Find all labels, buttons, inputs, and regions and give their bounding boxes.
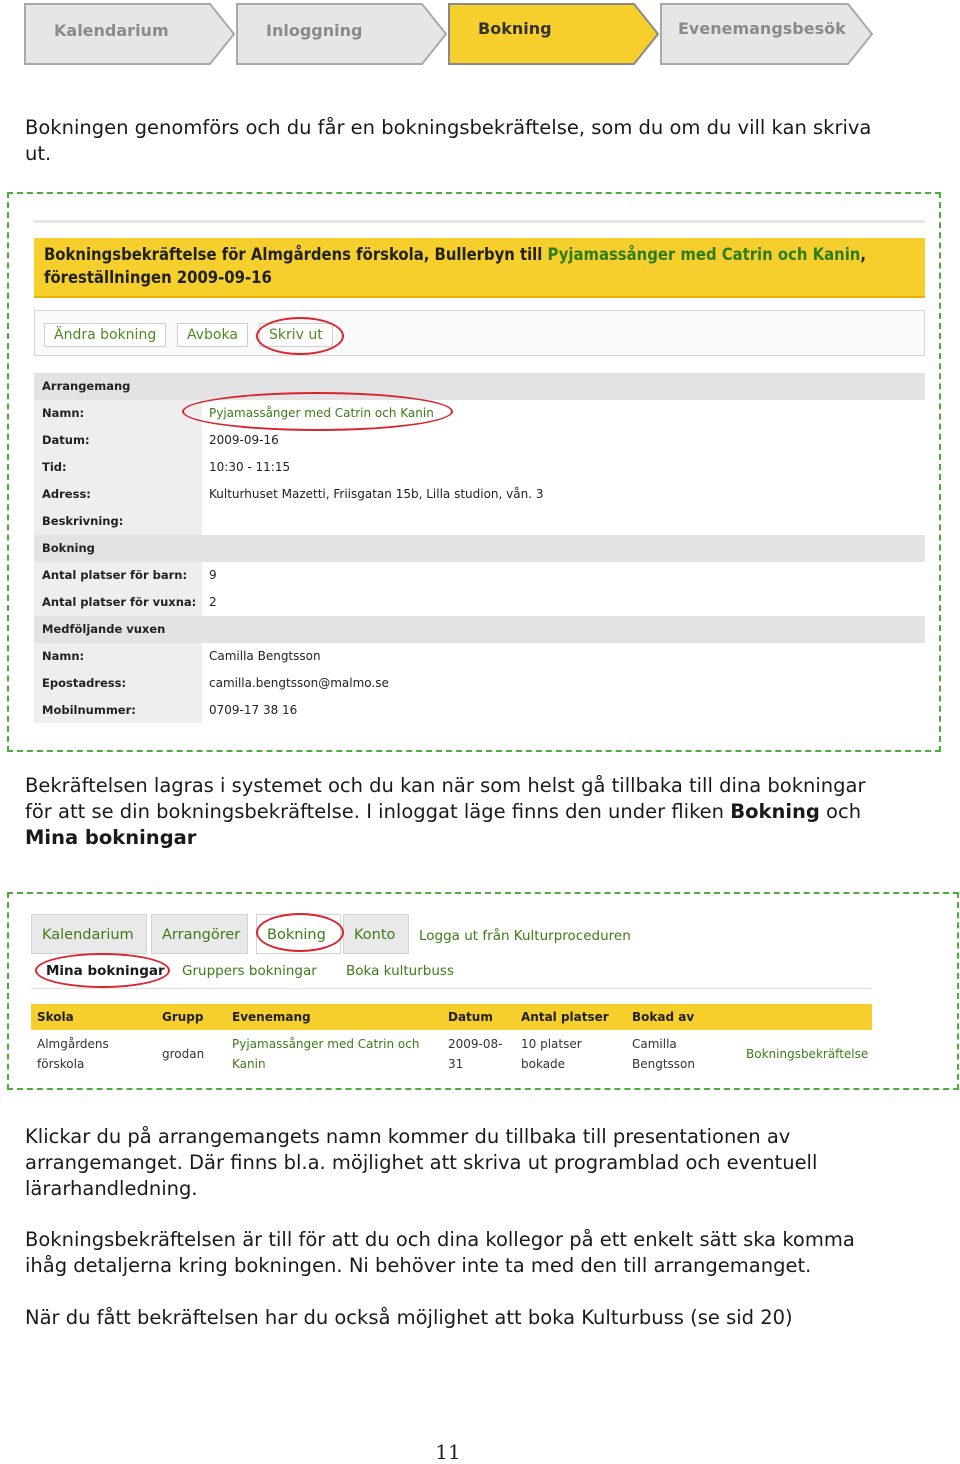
column-header: Skola [37,1010,74,1024]
step-inloggning [236,3,448,65]
cell-line: bokade [521,1057,566,1071]
paragraph-text: och [819,800,862,823]
detail-label: Datum: [34,427,202,454]
detail-value: Kulturhuset Mazetti, Friisgatan 15b, Lilla studion, vån. 3 [202,481,925,508]
subtab-mina-bokningar[interactable]: Mina bokningar [46,963,165,979]
purpose-paragraph: Bokningsbekräftelsen är till för att du och dina kollegor på ett enkelt sätt ska komma ihåg detaljerna kring bokningen. Ni behöver inte ta med den till arrangemanget. [25,1228,855,1277]
detail-row [34,643,925,670]
print-button[interactable]: Skriv ut [259,323,333,347]
click-paragraph: Klickar du på arrangemangets namn kommer du tillbaka till presentationen av arrangemanget. Där finns bl.a. möjlighet att skriva ut programblad och eventuell lärarhandledning. [25,1125,818,1200]
detail-value: 9 [202,562,925,589]
detail-value: 2009-09-16 [202,427,925,454]
detail-row [34,427,925,454]
title-event-link[interactable]: Pyjamassånger med Catrin och Kanin [547,245,861,264]
cell-evenemang-link[interactable] [232,1034,419,1074]
detail-row [34,562,925,589]
bookings-table-header [31,1004,872,1030]
detail-label: Antal platser för barn: [34,562,202,589]
detail-value: 2 [202,589,925,616]
step-label: Inloggning [266,21,363,40]
detail-row [34,454,925,481]
cell-line: Kanin [232,1057,266,1071]
cell-line: Bengtsson [632,1057,695,1071]
detail-value: Camilla Bengtsson [202,643,925,670]
confirmation-screenshot [34,218,925,723]
detail-value [202,508,925,535]
cell-line: Camilla [632,1037,677,1051]
title-part: , föreställningen 2009-09-16 [44,245,866,287]
confirmation-link[interactable]: Bokningsbekräftelse [746,1047,869,1061]
tab-bokning[interactable]: Bokning [256,914,341,954]
detail-label: Namn: [34,400,202,427]
detail-label: Namn: [34,643,202,670]
confirmation-title [44,243,919,289]
cell-line: förskola [37,1057,85,1071]
cell-line: 31 [448,1057,464,1071]
detail-label: Beskrivning: [34,508,202,535]
detail-value: 10:30 - 11:15 [202,454,925,481]
column-header: Datum [448,1010,493,1024]
booking-steps [24,3,874,65]
step-label: Evenemangsbesök [678,19,846,38]
detail-row [34,589,925,616]
storage-paragraph [25,773,895,851]
detail-value: camilla.bengtsson@malmo.se [202,670,925,697]
confirmation-toolbar [34,310,925,356]
cell-line: 10 platser [521,1037,582,1051]
column-header: Evenemang [232,1010,311,1024]
cell-line: 2009-08- [448,1037,503,1051]
bold-term: Mina bokningar [25,826,197,849]
detail-row [34,697,925,723]
section-header-row [34,535,925,562]
detail-label: Mobilnummer: [34,697,202,723]
confirmation-title-bar [34,238,925,298]
detail-label: Tid: [34,454,202,481]
cell-datum [448,1034,502,1074]
tab-kalendarium[interactable]: Kalendarium [31,914,147,954]
subtab-bar [31,954,872,989]
paragraph-text: Bekräftelsen lagras i systemet och du kan när som helst gå tillbaka till dina bokningar för att se din bokningsbekräftelse. I inloggat läge finns den under fliken [25,774,866,823]
detail-row [34,508,925,535]
section-header: Bokning [34,535,925,562]
section-header: Medföljande vuxen [34,616,925,643]
step-label: Bokning [478,19,552,38]
cancel-booking-button[interactable]: Avboka [177,323,248,347]
cell-line: Pyjamassånger med Catrin och [232,1037,420,1051]
cell-line: Almgårdens [37,1037,109,1051]
tab-arrangorer[interactable]: Arrangörer [151,914,248,954]
logout-link[interactable]: Logga ut från Kulturproceduren [419,928,631,944]
cell-bokad-av [632,1034,695,1074]
portal-screenshot [31,914,872,1076]
page-number: 11 [435,1440,461,1464]
subtab-gruppers-bokningar[interactable]: Gruppers bokningar [182,963,317,979]
intro-paragraph: Bokningen genomförs och du får en bokningsbekräftelse, som du om du vill kan skriva ut. [25,116,872,165]
column-header: Bokad av [632,1010,695,1024]
divider [34,220,925,223]
cell-platser [521,1034,582,1074]
step-evenemangsbesok [660,3,874,65]
section-header-row [34,616,925,643]
event-name-link[interactable]: Pyjamassånger med Catrin och Kanin [202,400,925,427]
detail-label: Adress: [34,481,202,508]
cell-grupp: grodan [162,1047,205,1061]
bus-paragraph: När du fått bekräftelsen har du också möjlighet att boka Kulturbuss (se sid 20) [25,1306,793,1329]
detail-row [34,670,925,697]
step-kalendarium [24,3,236,65]
section-header-row [34,373,925,400]
detail-row [34,400,925,427]
step-label: Kalendarium [54,21,169,40]
column-header: Grupp [162,1010,204,1024]
bold-term: Bokning [730,800,820,823]
change-booking-button[interactable]: Ändra bokning [44,323,166,347]
tab-konto[interactable]: Konto [343,914,409,954]
section-header: Arrangemang [34,373,925,400]
step-bokning [448,3,660,65]
detail-value: 0709-17 38 16 [202,697,925,723]
detail-label: Epostadress: [34,670,202,697]
detail-row [34,481,925,508]
column-header: Antal platser [521,1010,609,1024]
cell-skola [37,1034,109,1074]
subtab-boka-kulturbuss[interactable]: Boka kulturbuss [346,963,454,979]
title-part: Bokningsbekräftelse för Almgårdens förskola, Bullerbyn till [44,245,548,264]
detail-label: Antal platser för vuxna: [34,589,202,616]
